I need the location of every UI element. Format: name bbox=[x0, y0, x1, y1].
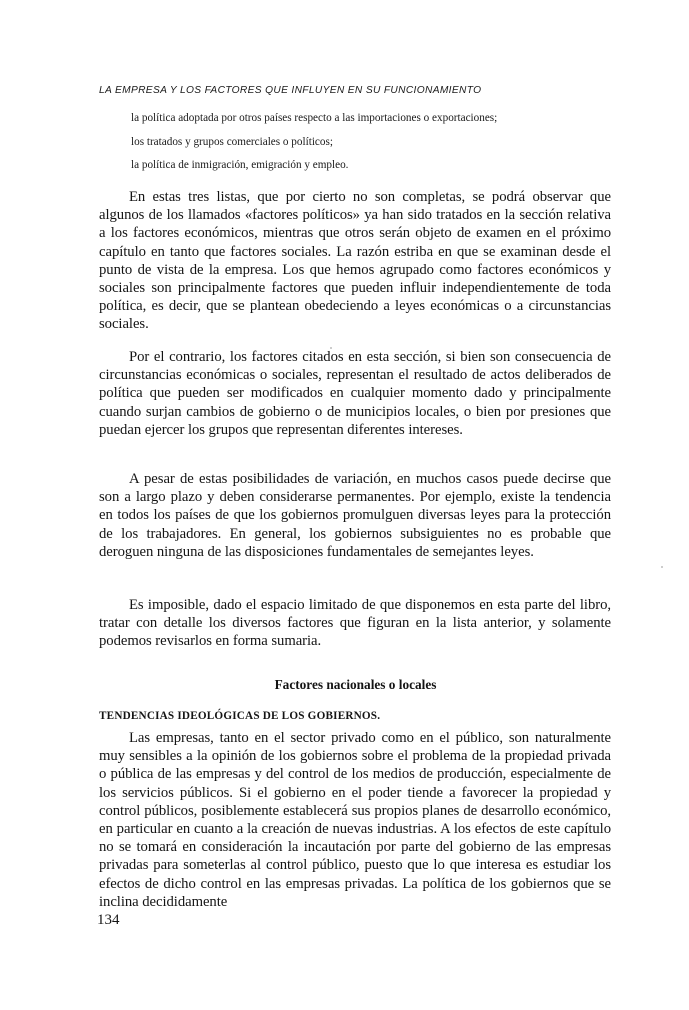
list-item: los tratados y grupos comerciales o políticos; bbox=[131, 135, 333, 148]
section-title: Factores nacionales o locales bbox=[274, 677, 437, 692]
factor-list bbox=[131, 111, 497, 182]
list-item: la política adoptada por otros países respecto a las importaciones o exportaciones; bbox=[131, 112, 498, 124]
paragraph: A pesar de estas posibilidades de variación, en muchos casos puede decirse que son a largo plazo y deben considerarse permanentes. Por ejemplo, existe la tendencia en todos los países de que los gobiernos promulguen diversas leyes para la protección de los trabajadores. En general, los gobiernos subsiguientes no es probable que deroguen ninguna de las disposiciones fundamentales de semejantes leyes. bbox=[99, 471, 611, 560]
running-header: LA EMPRESA Y LOS FACTORES QUE INFLUYEN EN SU FUNCIONAMIENTO bbox=[99, 85, 482, 96]
scan-speck bbox=[661, 566, 663, 568]
paragraph: Es imposible, dado el espacio limitado de que disponemos en esta parte del libro, tratar con detalle los diversos factores que figuran en la lista anterior, y solamente podemos revisarlos en forma sumaria. bbox=[99, 597, 611, 650]
paragraph: Las empresas, tanto en el sector privado como en el público, son naturalmente muy sensibles a la opinión de los gobiernos sobre el problema de la propiedad privada o pública de las empresas y del control de los medios de producción, especialmente de los servicios públicos. Si el gobierno en el poder tiende a favorecer la propiedad y control públicos, posiblemente establecerá sus propios planes de desarrollo económico, en particular en cuanto a la creación de nuevas industrias. A los efectos de este capítulo no se tomará en consideración la incautación por parte del gobierno de las empresas privadas para someterlas al control público, puesto que lo que interesa es estudiar los efectos de dicho control en las empresas privadas. La política de los gobiernos que se inclina decididamente bbox=[99, 730, 611, 910]
paragraph: En estas tres listas, que por cierto no son completas, se podrá observar que algunos de los llamados «factores políticos» ya han sido tratados en la sección relativa a los factores económicos, mientras que otros serán objeto de examen en el próximo capítulo en tanto que factores sociales. La razón estriba en que se examinan desde el punto de vista de la empresa. Los que hemos agrupado como factores económicos y sociales son principalmente factores que pueden influir independientemente de toda política, es decir, que se plantean obedeciendo a leyes económicas o a circunstancias sociales. bbox=[99, 189, 611, 333]
page-number: 134 bbox=[97, 912, 120, 928]
scan-speck bbox=[330, 347, 332, 349]
list-item: la política de inmigración, emigración y empleo. bbox=[131, 159, 349, 171]
paragraph: Por el contrario, los factores citados en esta sección, si bien son consecuencia de circunstancias económicas o sociales, representan el resultado de actos deliberados de política que pueden ser modificados en cualquier momento dado y principalmente cuando surjan cambios de gobierno o de municipios locales, o bien por presiones que puedan ejercer los grupos que representan diferentes intereses. bbox=[99, 349, 611, 438]
subheading: TENDENCIAS IDEOLÓGICAS DE LOS GOBIERNOS. bbox=[99, 710, 381, 722]
